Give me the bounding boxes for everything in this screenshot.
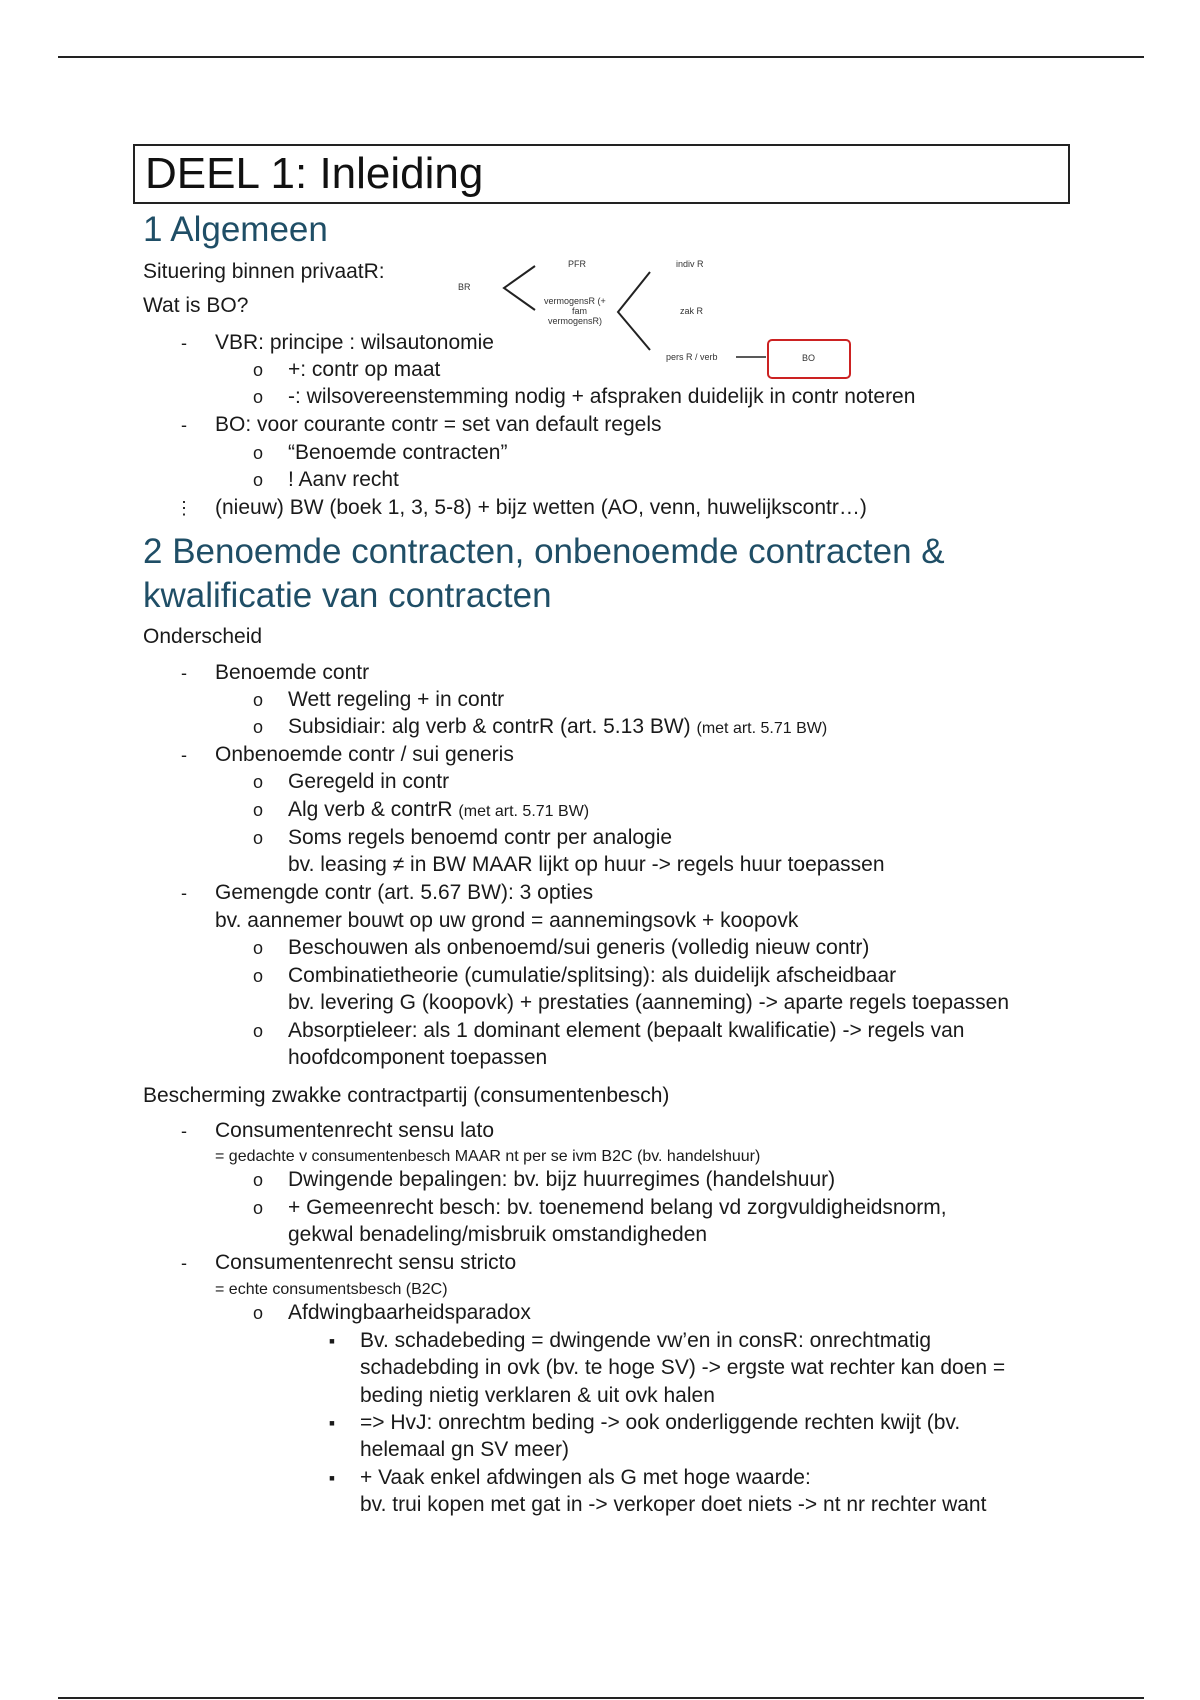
- section-heading-1: 1 Algemeen: [143, 210, 328, 249]
- privaatrecht-diagram: [440, 250, 860, 390]
- list-item-afdwingbaarheid: Afdwingbaarheidsparadox: [288, 1301, 531, 1324]
- sensu-stricto-note: = echte consumentsbesch (B2C): [215, 1281, 448, 1298]
- list-item-sensu-stricto: Consumentenrecht sensu stricto: [215, 1251, 517, 1274]
- diagram-bo-label: BO: [802, 353, 816, 363]
- circle-bullet: o: [252, 1303, 263, 1323]
- list-item-bo: BO: voor courante contr = set van default regels: [215, 413, 662, 436]
- square-bullet: ▪: [328, 1331, 336, 1351]
- para3-line1: + Vaak enkel afdwingen als G met hoge waarde:: [360, 1466, 811, 1489]
- list-item-wett-regeling: Wett regeling + in contr: [288, 688, 505, 711]
- broken-bullet: ⋮: [175, 498, 193, 518]
- situering-text: Situering binnen privaatR:: [143, 260, 385, 283]
- list-item-vbr-plus: +: contr op maat: [288, 358, 441, 381]
- list-item-bw: (nieuw) BW (boek 1, 3, 5-8) + bijz wetten (AO, venn, huwelijkscontr…): [215, 496, 867, 519]
- section-heading-2-line1: 2 Benoemde contracten, onbenoemde contracten &: [143, 532, 945, 571]
- list-item-alg-verb: Alg verb & contrR (met art. 5.71 BW): [288, 798, 590, 821]
- square-bullet: ▪: [328, 1468, 336, 1488]
- circle-bullet: o: [252, 1198, 263, 1218]
- dash-bullet: -: [181, 415, 187, 435]
- circle-bullet: o: [252, 690, 263, 710]
- diagram-zak-label: zak R: [680, 306, 704, 316]
- list-item-geregeld: Geregeld in contr: [288, 770, 450, 793]
- list-item-leasing: bv. leasing ≠ in BW MAAR lijkt op huur -> regels huur toepassen: [288, 853, 885, 876]
- dash-bullet: -: [181, 333, 187, 353]
- circle-bullet: o: [252, 717, 263, 737]
- bottom-rule: [58, 1697, 1144, 1699]
- diagram-br-label: BR: [458, 282, 471, 292]
- bescherming-text: Bescherming zwakke contractpartij (consumentenbesch): [143, 1084, 670, 1107]
- diagram-bracket-right: [618, 272, 650, 350]
- para3-line2: bv. trui kopen met gat in -> verkoper doet niets -> nt nr rechter want: [360, 1493, 987, 1516]
- list-item-benoemde-contracten: “Benoemde contracten”: [288, 441, 508, 464]
- list-item-vbr: VBR: principe : wilsautonomie: [215, 331, 494, 354]
- circle-bullet: o: [252, 443, 263, 463]
- list-item-gekwal: gekwal benadeling/misbruik omstandigheden: [288, 1223, 708, 1246]
- circle-bullet: o: [252, 938, 263, 958]
- para1-line2: schadebding in ovk (bv. te hoge SV) -> ergste wat rechter kan doen =: [360, 1356, 1006, 1379]
- top-rule: [58, 56, 1144, 58]
- circle-bullet: o: [252, 772, 263, 792]
- para1-line1: Bv. schadebeding = dwingende vw’en in consR: onrechtmatig: [360, 1329, 932, 1352]
- diagram-vermogensr2-label: vermogensR): [548, 316, 603, 326]
- circle-bullet: o: [252, 800, 263, 820]
- list-item-gemeenrecht: + Gemeenrecht besch: bv. toenemend belang vd zorgvuldigheidsnorm,: [288, 1196, 947, 1219]
- list-item-aanv-recht: ! Aanv recht: [288, 468, 399, 491]
- diagram-pfr-label: PFR: [568, 259, 586, 269]
- circle-bullet: o: [252, 1170, 263, 1190]
- sensu-lato-note: = gedachte v consumentenbesch MAAR nt per se ivm B2C (bv. handelshuur): [215, 1148, 761, 1165]
- dash-bullet: -: [181, 663, 187, 683]
- list-item-beschouwen: Beschouwen als onbenoemd/sui generis (volledig nieuw contr): [288, 936, 870, 959]
- section-heading-2-line2: kwalificatie van contracten: [143, 576, 552, 615]
- diagram-bracket-left: [504, 266, 535, 310]
- dash-bullet: -: [181, 745, 187, 765]
- diagram-fam-label: fam: [572, 306, 588, 316]
- page-title: DEEL 1: Inleiding: [133, 144, 1070, 204]
- wat-is-bo-text: Wat is BO?: [143, 294, 249, 317]
- square-bullet: ▪: [328, 1413, 336, 1433]
- list-item-onbenoemde: Onbenoemde contr / sui generis: [215, 743, 514, 766]
- diagram-vermogensr-label: vermogensR (+: [544, 296, 606, 306]
- para1-line3: beding nietig verklaren & uit ovk halen: [360, 1384, 715, 1407]
- circle-bullet: o: [252, 387, 263, 407]
- list-item-subsidiair: Subsidiair: alg verb & contrR (art. 5.13 BW) (met art. 5.71 BW): [288, 715, 828, 738]
- dash-bullet: -: [181, 1121, 187, 1141]
- list-item-benoemde: Benoemde contr: [215, 661, 370, 684]
- list-item-levering: bv. levering G (koopovk) + prestaties (aanneming) -> aparte regels toepassen: [288, 991, 1009, 1014]
- circle-bullet: o: [252, 966, 263, 986]
- list-item-analogie: Soms regels benoemd contr per analogie: [288, 826, 673, 849]
- list-item-gemengde: Gemengde contr (art. 5.67 BW): 3 opties: [215, 881, 594, 904]
- dash-bullet: -: [181, 1253, 187, 1273]
- circle-bullet: o: [252, 1021, 263, 1041]
- list-item-sensu-lato: Consumentenrecht sensu lato: [215, 1119, 494, 1142]
- circle-bullet: o: [252, 470, 263, 490]
- list-item-absorptieleer: Absorptieleer: als 1 dominant element (bepaalt kwalificatie) -> regels van: [288, 1019, 965, 1042]
- diagram-pers-label: pers R / verb: [666, 352, 718, 362]
- para2-line2: helemaal gn SV meer): [360, 1438, 569, 1461]
- onderscheid-text: Onderscheid: [143, 625, 263, 648]
- list-item-vbr-min: -: wilsovereenstemming nodig + afspraken duidelijk in contr noteren: [288, 385, 916, 408]
- circle-bullet: o: [252, 828, 263, 848]
- circle-bullet: o: [252, 360, 263, 380]
- list-item-combinatietheorie: Combinatietheorie (cumulatie/splitsing): als duidelijk afscheidbaar: [288, 964, 897, 987]
- para2-line1: => HvJ: onrechtm beding -> ook onderliggende rechten kwijt (bv.: [360, 1411, 961, 1434]
- list-item-dwingende: Dwingende bepalingen: bv. bijz huurregimes (handelshuur): [288, 1168, 836, 1191]
- list-item-aannemer: bv. aannemer bouwt op uw grond = aannemingsovk + koopovk: [215, 909, 799, 932]
- diagram-indiv-label: indiv R: [676, 259, 704, 269]
- list-item-hoofdcomponent: hoofdcomponent toepassen: [288, 1046, 548, 1069]
- dash-bullet: -: [181, 883, 187, 903]
